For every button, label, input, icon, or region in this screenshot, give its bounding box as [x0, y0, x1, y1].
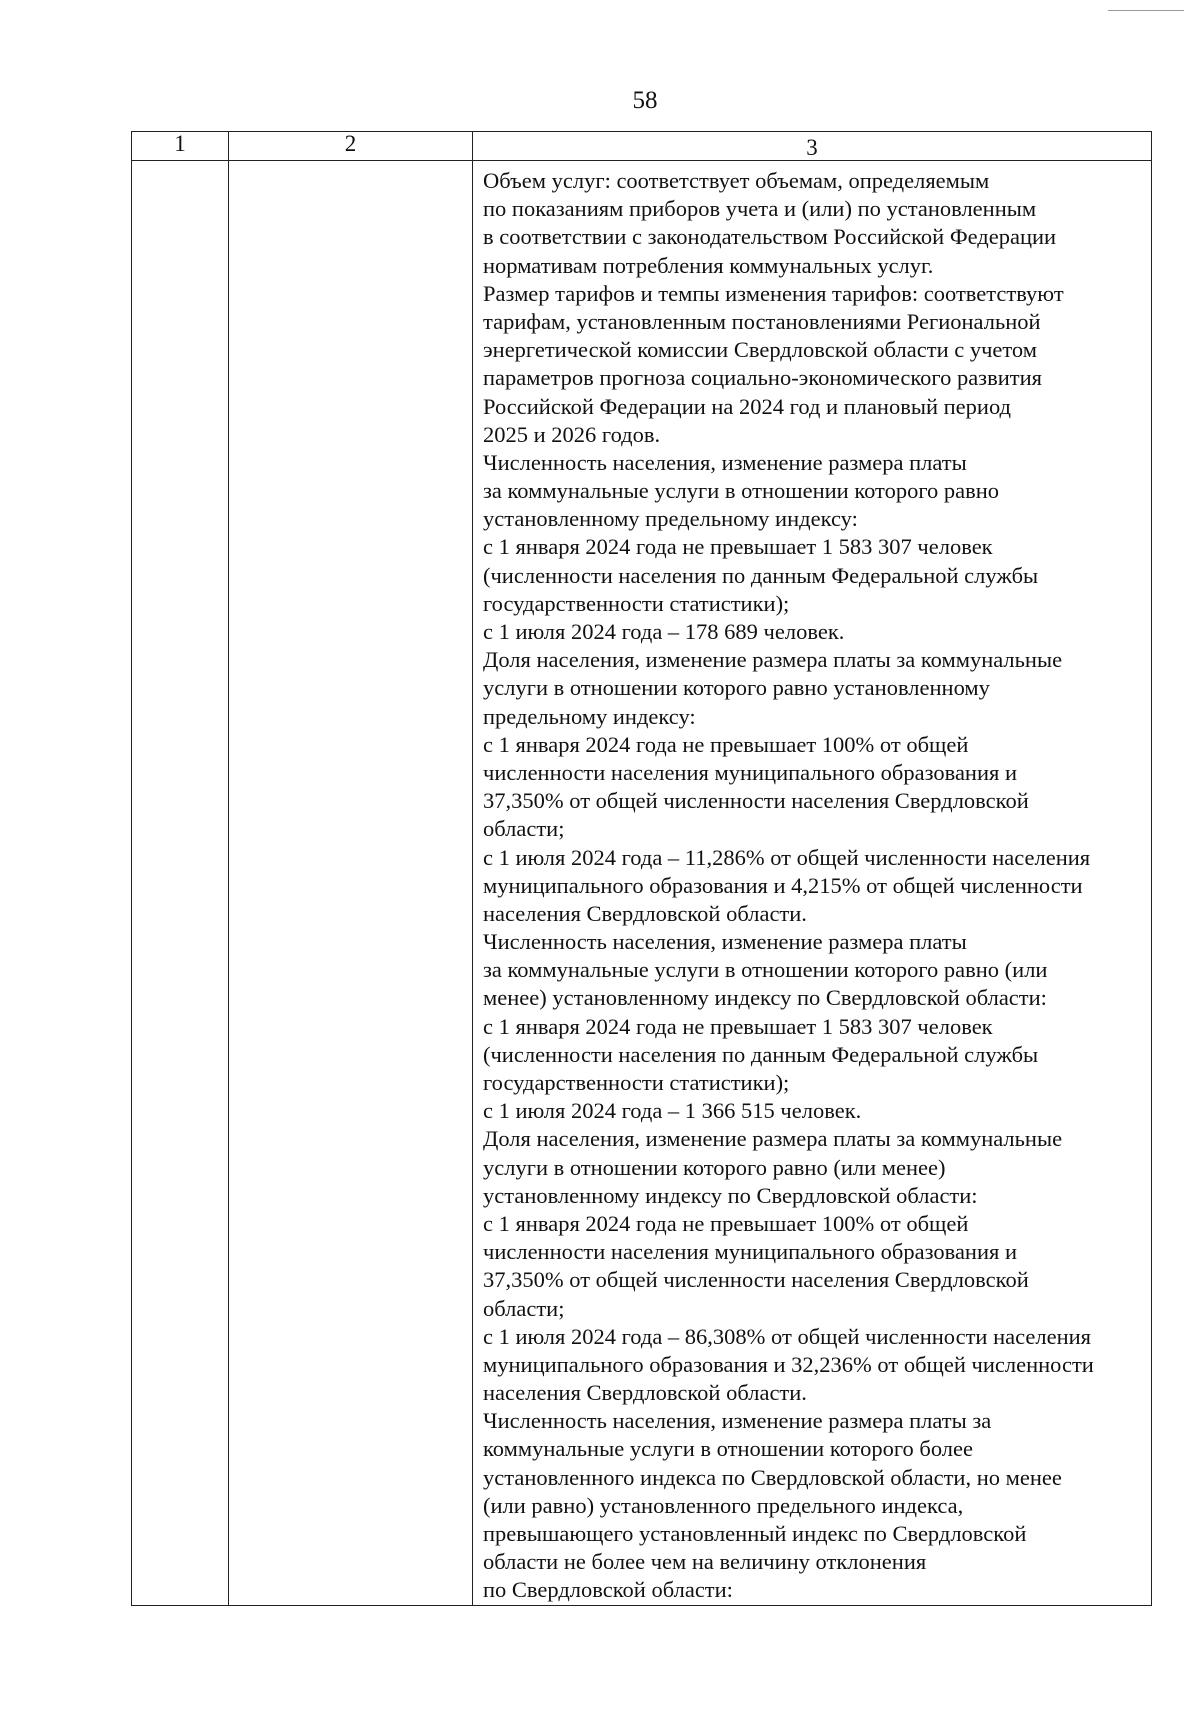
content-line: установленному предельному индексу:	[483, 506, 858, 532]
content-line: численности населения муниципального образования и	[483, 759, 1018, 785]
content-line: муниципального образования и 32,236% от общей численности	[483, 1351, 1094, 1377]
content-line: Объем услуг: соответствует объемам, определяемым	[483, 168, 990, 193]
table-row	[132, 161, 1152, 1606]
content-line: установленного индекса по Свердловской области, но менее	[483, 1464, 1062, 1490]
content-line: (или равно) установленного предельного индекса,	[483, 1492, 964, 1518]
content-line: превышающего установленный индекс по Свердловской	[483, 1521, 1027, 1546]
content-line: Доля населения, изменение размера платы за коммунальные	[483, 647, 1063, 673]
header-col-1: 1	[132, 132, 229, 161]
header-col-2: 2	[229, 132, 473, 161]
cell-col-3	[473, 161, 1152, 1606]
content-line: населения Свердловской области.	[483, 900, 807, 926]
content-line: с 1 января 2024 года не превышает 1 583 307 человек	[483, 1013, 993, 1039]
content-line: услуги в отношении которого равно установленному	[483, 675, 990, 701]
content-line: области;	[483, 1295, 565, 1321]
content-line: по Свердловской области:	[483, 1577, 733, 1603]
header-col-3: 3	[473, 132, 1152, 161]
page-number: 58	[632, 87, 658, 114]
table-header-row	[132, 132, 1152, 161]
content-line: за коммунальные услуги в отношении которого равно (или	[483, 957, 1048, 983]
content-line: по показаниям приборов учета и (или) по установленным	[483, 196, 1037, 222]
content-line: Численность населения, изменение размера платы за	[483, 1408, 992, 1434]
content-line: 2025 и 2026 годов.	[483, 421, 661, 447]
content-line: с 1 января 2024 года не превышает 1 583 307 человек	[483, 534, 993, 560]
content-line: коммунальные услуги в отношении которого более	[483, 1436, 973, 1462]
content-line: с 1 января 2024 года не превышает 100% от общей	[483, 731, 969, 757]
content-line: установленному индексу по Свердловской области:	[483, 1182, 978, 1208]
content-line: с 1 июля 2024 года – 1 366 515 человек.	[483, 1098, 862, 1124]
content-line: 37,350% от общей численности населения Свердловской	[483, 1267, 1029, 1293]
content-line: Численность населения, изменение размера платы	[483, 449, 967, 475]
content-line: с 1 июля 2024 года – 178 689 человек.	[483, 619, 845, 644]
content-line: области;	[483, 816, 565, 842]
content-line: с 1 июля 2024 года – 11,286% от общей численности населения	[483, 844, 1091, 870]
content-line: услуги в отношении которого равно (или менее)	[483, 1154, 946, 1180]
content-line: Размер тарифов и темпы изменения тарифов: соответствуют	[483, 280, 1064, 306]
corner-scan-mark	[1108, 10, 1184, 11]
document-table	[131, 131, 1152, 1606]
content-line: области не более чем на величину отклонения	[483, 1549, 927, 1575]
content-text	[483, 167, 1151, 1605]
content-line: за коммунальные услуги в отношении которого равно	[483, 478, 1000, 504]
content-line: тарифам, установленным постановлениями Региональной	[483, 308, 1041, 334]
content-line: менее) установленному индексу по Свердловской области:	[483, 985, 1047, 1011]
content-line: в соответствии с законодательством Российской Федерации	[483, 224, 1057, 250]
content-line: государственности статистики);	[483, 1070, 790, 1095]
cell-col-1	[132, 161, 229, 1606]
content-line: энергетической комиссии Свердловской области с учетом	[483, 337, 1037, 363]
content-line: с 1 июля 2024 года – 86,308% от общей численности населения	[483, 1323, 1091, 1349]
content-line: Российской Федерации на 2024 год и плановый период	[483, 393, 1012, 419]
content-line: (численности населения по данным Федеральной службы	[483, 562, 1039, 588]
content-line: населения Свердловской области.	[483, 1380, 807, 1406]
content-line: (численности населения по данным Федеральной службы	[483, 1041, 1039, 1067]
cell-col-2	[229, 161, 473, 1606]
content-line: Численность населения, изменение размера платы	[483, 929, 967, 955]
content-line: численности населения муниципального образования и	[483, 1239, 1018, 1265]
content-line: параметров прогноза социально-экономического развития	[483, 365, 1042, 391]
content-line: нормативам потребления коммунальных услуг.	[483, 252, 934, 278]
content-line: с 1 января 2024 года не превышает 100% от общей	[483, 1210, 969, 1236]
content-line: 37,350% от общей численности населения Свердловской	[483, 788, 1029, 814]
content-line: Доля населения, изменение размера платы за коммунальные	[483, 1126, 1063, 1152]
content-line: муниципального образования и 4,215% от общей численности	[483, 872, 1083, 898]
content-line: государственности статистики);	[483, 590, 790, 616]
content-line: предельному индексу:	[483, 703, 696, 729]
